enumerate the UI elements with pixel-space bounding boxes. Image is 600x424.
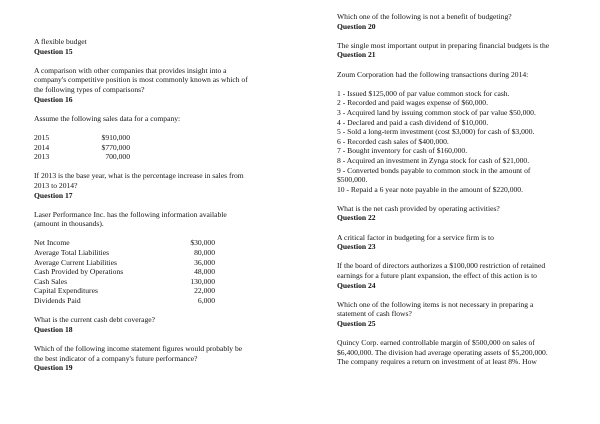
laser-intro-line-2: (amount in thousands). <box>34 219 104 229</box>
question-20-heading: Question 20 <box>337 21 376 31</box>
right-column <box>337 7 573 367</box>
laser-label: Cash Provided by Operations <box>34 267 124 277</box>
laser-label: Dividends Paid <box>34 296 81 306</box>
sales-question-line-2: 2013 to 2014? <box>34 180 78 190</box>
sales-question-line-1: If 2013 is the base year, what is the percentage increase in sales from <box>34 171 244 181</box>
laser-row <box>34 258 277 268</box>
question-24-heading: Question 24 <box>337 280 376 290</box>
zoum-question: What is the net cash provided by operating activities? <box>337 203 500 213</box>
laser-row <box>34 277 277 287</box>
laser-value: 130,000 <box>190 276 215 286</box>
question-23-heading: Question 23 <box>337 242 376 252</box>
laser-row <box>34 296 277 306</box>
laser-row <box>34 248 277 258</box>
transaction-item: 2 - Recorded and paid wages expense of $60,000. <box>337 98 488 108</box>
transaction-item: 8 - Acquired an investment in Zynga stock for cash of $21,000. <box>337 155 530 165</box>
sales-row <box>34 133 277 143</box>
transaction-item: 1 - Issued $125,000 of par value common stock for cash. <box>337 88 510 98</box>
quincy-line-3: The company requires a return on investment of at least 8%. How <box>337 357 537 367</box>
quincy-line-1: Quincy Corp. earned controllable margin of $500,000 on sales of <box>337 338 535 348</box>
question-22-heading: Question 22 <box>337 213 376 223</box>
sales-year: 2013 <box>34 152 50 162</box>
q25-prev-line-2: statement of cash flows? <box>337 309 412 319</box>
q21-prev-text: The single most important output in preparing financial budgets is the <box>337 40 550 50</box>
question-19-heading: Question 19 <box>34 363 73 373</box>
sales-value: 700,000 <box>105 152 130 162</box>
question-25-heading: Question 25 <box>337 319 376 328</box>
laser-value: 6,000 <box>197 296 215 306</box>
q16-prev-line-2: company's competitive position is most commonly known as which of <box>34 75 248 85</box>
sales-row <box>34 143 277 153</box>
laser-question: What is the current cash debt coverage? <box>34 315 156 325</box>
transaction-item: 3 - Acquired land by issuing common stock of par value $50,000. <box>337 107 536 117</box>
laser-value: 80,000 <box>194 248 215 258</box>
laser-value: 36,000 <box>194 257 215 267</box>
question-16-heading: Question 16 <box>34 94 73 104</box>
sales-intro: Assume the following sales data for a company: <box>34 113 181 123</box>
sales-row <box>34 152 277 162</box>
q19-prev-line-2: the best indicator of a company's future performance? <box>34 353 198 363</box>
transaction-item: 5 - Sold a long-term investment (cost $3,000) for cash of $3,000. <box>337 127 535 137</box>
laser-label: Capital Expenditures <box>34 286 98 296</box>
question-17-heading: Question 17 <box>34 190 73 200</box>
laser-intro-line-1: Laser Performance Inc. has the following information available <box>34 209 227 219</box>
laser-value: 22,000 <box>194 286 215 296</box>
laser-row <box>34 286 277 296</box>
sales-value: $770,000 <box>101 142 130 152</box>
sales-year: 2015 <box>34 132 50 142</box>
q16-prev-line-1: A comparison with other companies that provides insight into a <box>34 65 227 75</box>
q19-prev-line-1: Which of the following income statement figures would probably be <box>34 344 243 353</box>
transaction-item: 6 - Recorded cash sales of $400,000. <box>337 136 449 146</box>
transaction-item: 9 - Converted bonds payable to common stock in the amount of <box>337 165 531 175</box>
laser-label: Average Current Liabilities <box>34 257 117 267</box>
q25-prev-line-1: Which one of the following items is not necessary in preparing a <box>337 299 534 309</box>
transaction-item: $500,000. <box>337 175 368 185</box>
question-15-heading: Question 15 <box>34 46 73 56</box>
sales-value: $910,000 <box>101 132 130 142</box>
laser-label: Average Total Liabilities <box>34 248 110 258</box>
transaction-item: 4 - Declared and paid a cash dividend of $10,000. <box>337 117 489 127</box>
question-18-heading: Question 18 <box>34 324 73 334</box>
sales-year: 2014 <box>34 142 50 152</box>
left-column <box>34 37 277 373</box>
q24-prev-line-1: If the board of directors authorizes a $100,000 restriction of retained <box>337 261 546 271</box>
transaction-list <box>337 89 573 195</box>
q20-prev-text: Which one of the following is not a benefit of budgeting? <box>337 12 512 21</box>
laser-row <box>34 267 277 277</box>
transaction-item: 10 - Repaid a 6 year note payable in the amount of $220,000. <box>337 184 523 194</box>
q15-prev-answer: A flexible budget <box>34 37 87 46</box>
laser-row <box>34 238 277 248</box>
laser-value: 48,000 <box>194 267 215 277</box>
q24-prev-line-2: earnings for a future plant expansion, the effect of this action is to <box>337 271 537 281</box>
question-21-heading: Question 21 <box>337 50 376 60</box>
zoum-intro: Zoum Corporation had the following transactions during 2014: <box>337 69 529 79</box>
q23-prev-text: A critical factor in budgeting for a service firm is to <box>337 232 494 242</box>
transaction-item: 7 - Bought inventory for cash of $160,000. <box>337 146 468 156</box>
laser-label: Cash Sales <box>34 276 68 286</box>
laser-label: Net Income <box>34 238 70 248</box>
q16-prev-line-3: the following types of comparisons? <box>34 84 145 94</box>
quincy-line-2: $6,400,000. The division had average operating assets of $5,200,000. <box>337 347 548 357</box>
laser-value: $30,000 <box>190 238 215 248</box>
